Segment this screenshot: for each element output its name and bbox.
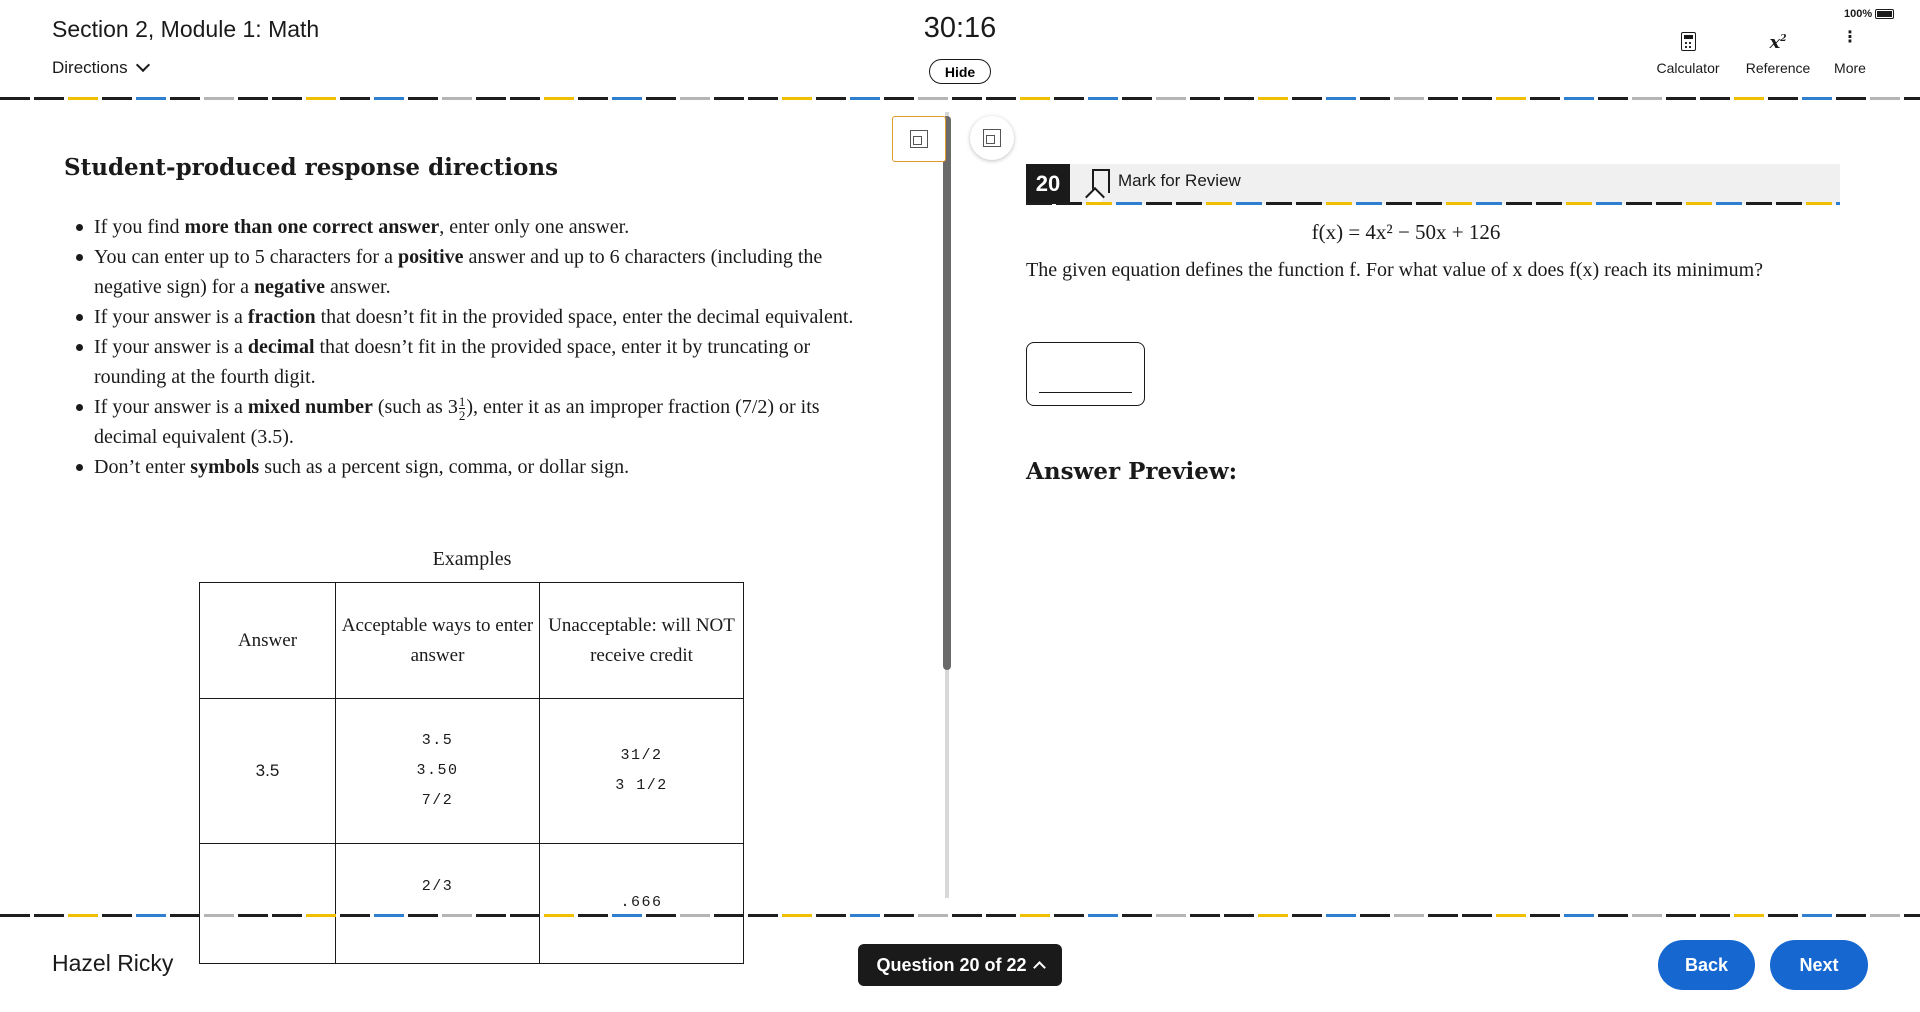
header-divider bbox=[0, 97, 1920, 100]
directions-pane[interactable] bbox=[0, 104, 945, 911]
table-cell: 3.5 bbox=[200, 699, 336, 844]
table-header-cell: Unacceptable: will NOT receive credit bbox=[540, 583, 744, 699]
list-item: If your answer is a fraction that doesn’t fit in the provided space, enter the decimal equivalent. bbox=[72, 302, 882, 332]
scrollbar-thumb[interactable] bbox=[943, 116, 951, 670]
question-navigator-label: Question 20 of 22 bbox=[876, 954, 1027, 975]
question-header-rule bbox=[1026, 202, 1840, 205]
timer: 30:16 bbox=[923, 12, 997, 44]
back-button[interactable]: Back bbox=[1658, 940, 1755, 990]
table-cell: 2/3 bbox=[336, 844, 540, 964]
reference-label: Reference bbox=[1745, 60, 1811, 76]
list-item: If your answer is a mixed number (such as 3 $\frac{1}{2}$ ), enter it as an improper fraction (7/2) or its decimal equivalent (3.5). bbox=[72, 392, 882, 452]
student-name: Hazel Ricky bbox=[52, 950, 174, 976]
table-header-row bbox=[200, 583, 744, 699]
calculator-icon bbox=[1648, 32, 1728, 56]
battery-status bbox=[1844, 8, 1894, 20]
footer-divider bbox=[0, 914, 1920, 917]
table-cell: 31/2 3 1/2 bbox=[540, 699, 744, 844]
list-item: Don’t enter symbols such as a percent sign, comma, or dollar sign. bbox=[72, 452, 882, 482]
table-cell bbox=[200, 844, 336, 964]
battery-percent: 100% bbox=[1844, 8, 1873, 20]
next-button[interactable]: Next bbox=[1770, 940, 1868, 990]
directions-title: Student-produced response directions bbox=[64, 154, 559, 181]
examples-caption: Examples bbox=[432, 548, 512, 570]
collapse-icon bbox=[983, 129, 1001, 147]
list-item: If your answer is a decimal that doesn’t fit in the provided space, enter it by truncating or rounding at the fourth digit. bbox=[72, 332, 882, 392]
question-text: The given equation defines the function f. For what value of x does f(x) reach its minimum? bbox=[1026, 259, 1764, 281]
section-title: Section 2, Module 1: Math bbox=[52, 16, 320, 42]
answer-input[interactable] bbox=[1026, 342, 1145, 406]
more-label: More bbox=[1834, 60, 1866, 76]
collapse-pane-button[interactable] bbox=[970, 116, 1014, 160]
answer-preview-label: Answer Preview: bbox=[1026, 458, 1238, 485]
hide-timer-button[interactable]: Hide bbox=[929, 59, 991, 84]
reference-button[interactable] bbox=[1738, 32, 1818, 76]
table-row bbox=[200, 844, 744, 964]
more-vertical-icon: ⋮ bbox=[1842, 29, 1858, 46]
question-equation: f(x) = 4x² − 50x + 126 bbox=[1311, 220, 1501, 244]
mark-for-review-toggle[interactable] bbox=[1092, 169, 1241, 193]
calculator-label: Calculator bbox=[1656, 60, 1720, 76]
question-navigator-button[interactable] bbox=[858, 944, 1062, 986]
mixed-number-fraction: $\frac{1}{2}$ bbox=[458, 393, 466, 423]
chevron-up-icon bbox=[1033, 961, 1046, 974]
directions-label: Directions bbox=[52, 58, 128, 77]
table-cell: .666 bbox=[540, 844, 744, 964]
table-header-cell: Answer bbox=[200, 583, 336, 699]
examples-table bbox=[199, 582, 744, 964]
mark-for-review-label: Mark for Review bbox=[1118, 171, 1241, 190]
table-header-cell: Acceptable ways to enter answer bbox=[336, 583, 540, 699]
more-button[interactable] bbox=[1826, 29, 1874, 76]
list-item: You can enter up to 5 characters for a positive answer and up to 6 characters (including the negative sign) for a negative answer. bbox=[72, 242, 882, 302]
directions-toggle[interactable] bbox=[52, 58, 148, 78]
chevron-down-icon bbox=[136, 58, 150, 72]
expand-icon bbox=[910, 130, 928, 148]
directions-list bbox=[72, 212, 882, 482]
expand-pane-button[interactable] bbox=[892, 116, 946, 162]
list-item: If you find more than one correct answer, enter only one answer. bbox=[72, 212, 882, 242]
reference-icon: $x^2$ bbox=[1769, 32, 1787, 53]
bookmark-icon bbox=[1092, 169, 1110, 193]
calculator-button[interactable] bbox=[1648, 32, 1728, 76]
question-number: 20 bbox=[1026, 164, 1070, 204]
table-cell: 3.5 3.50 7/2 bbox=[336, 699, 540, 844]
battery-icon bbox=[1875, 9, 1894, 19]
table-row bbox=[200, 699, 744, 844]
